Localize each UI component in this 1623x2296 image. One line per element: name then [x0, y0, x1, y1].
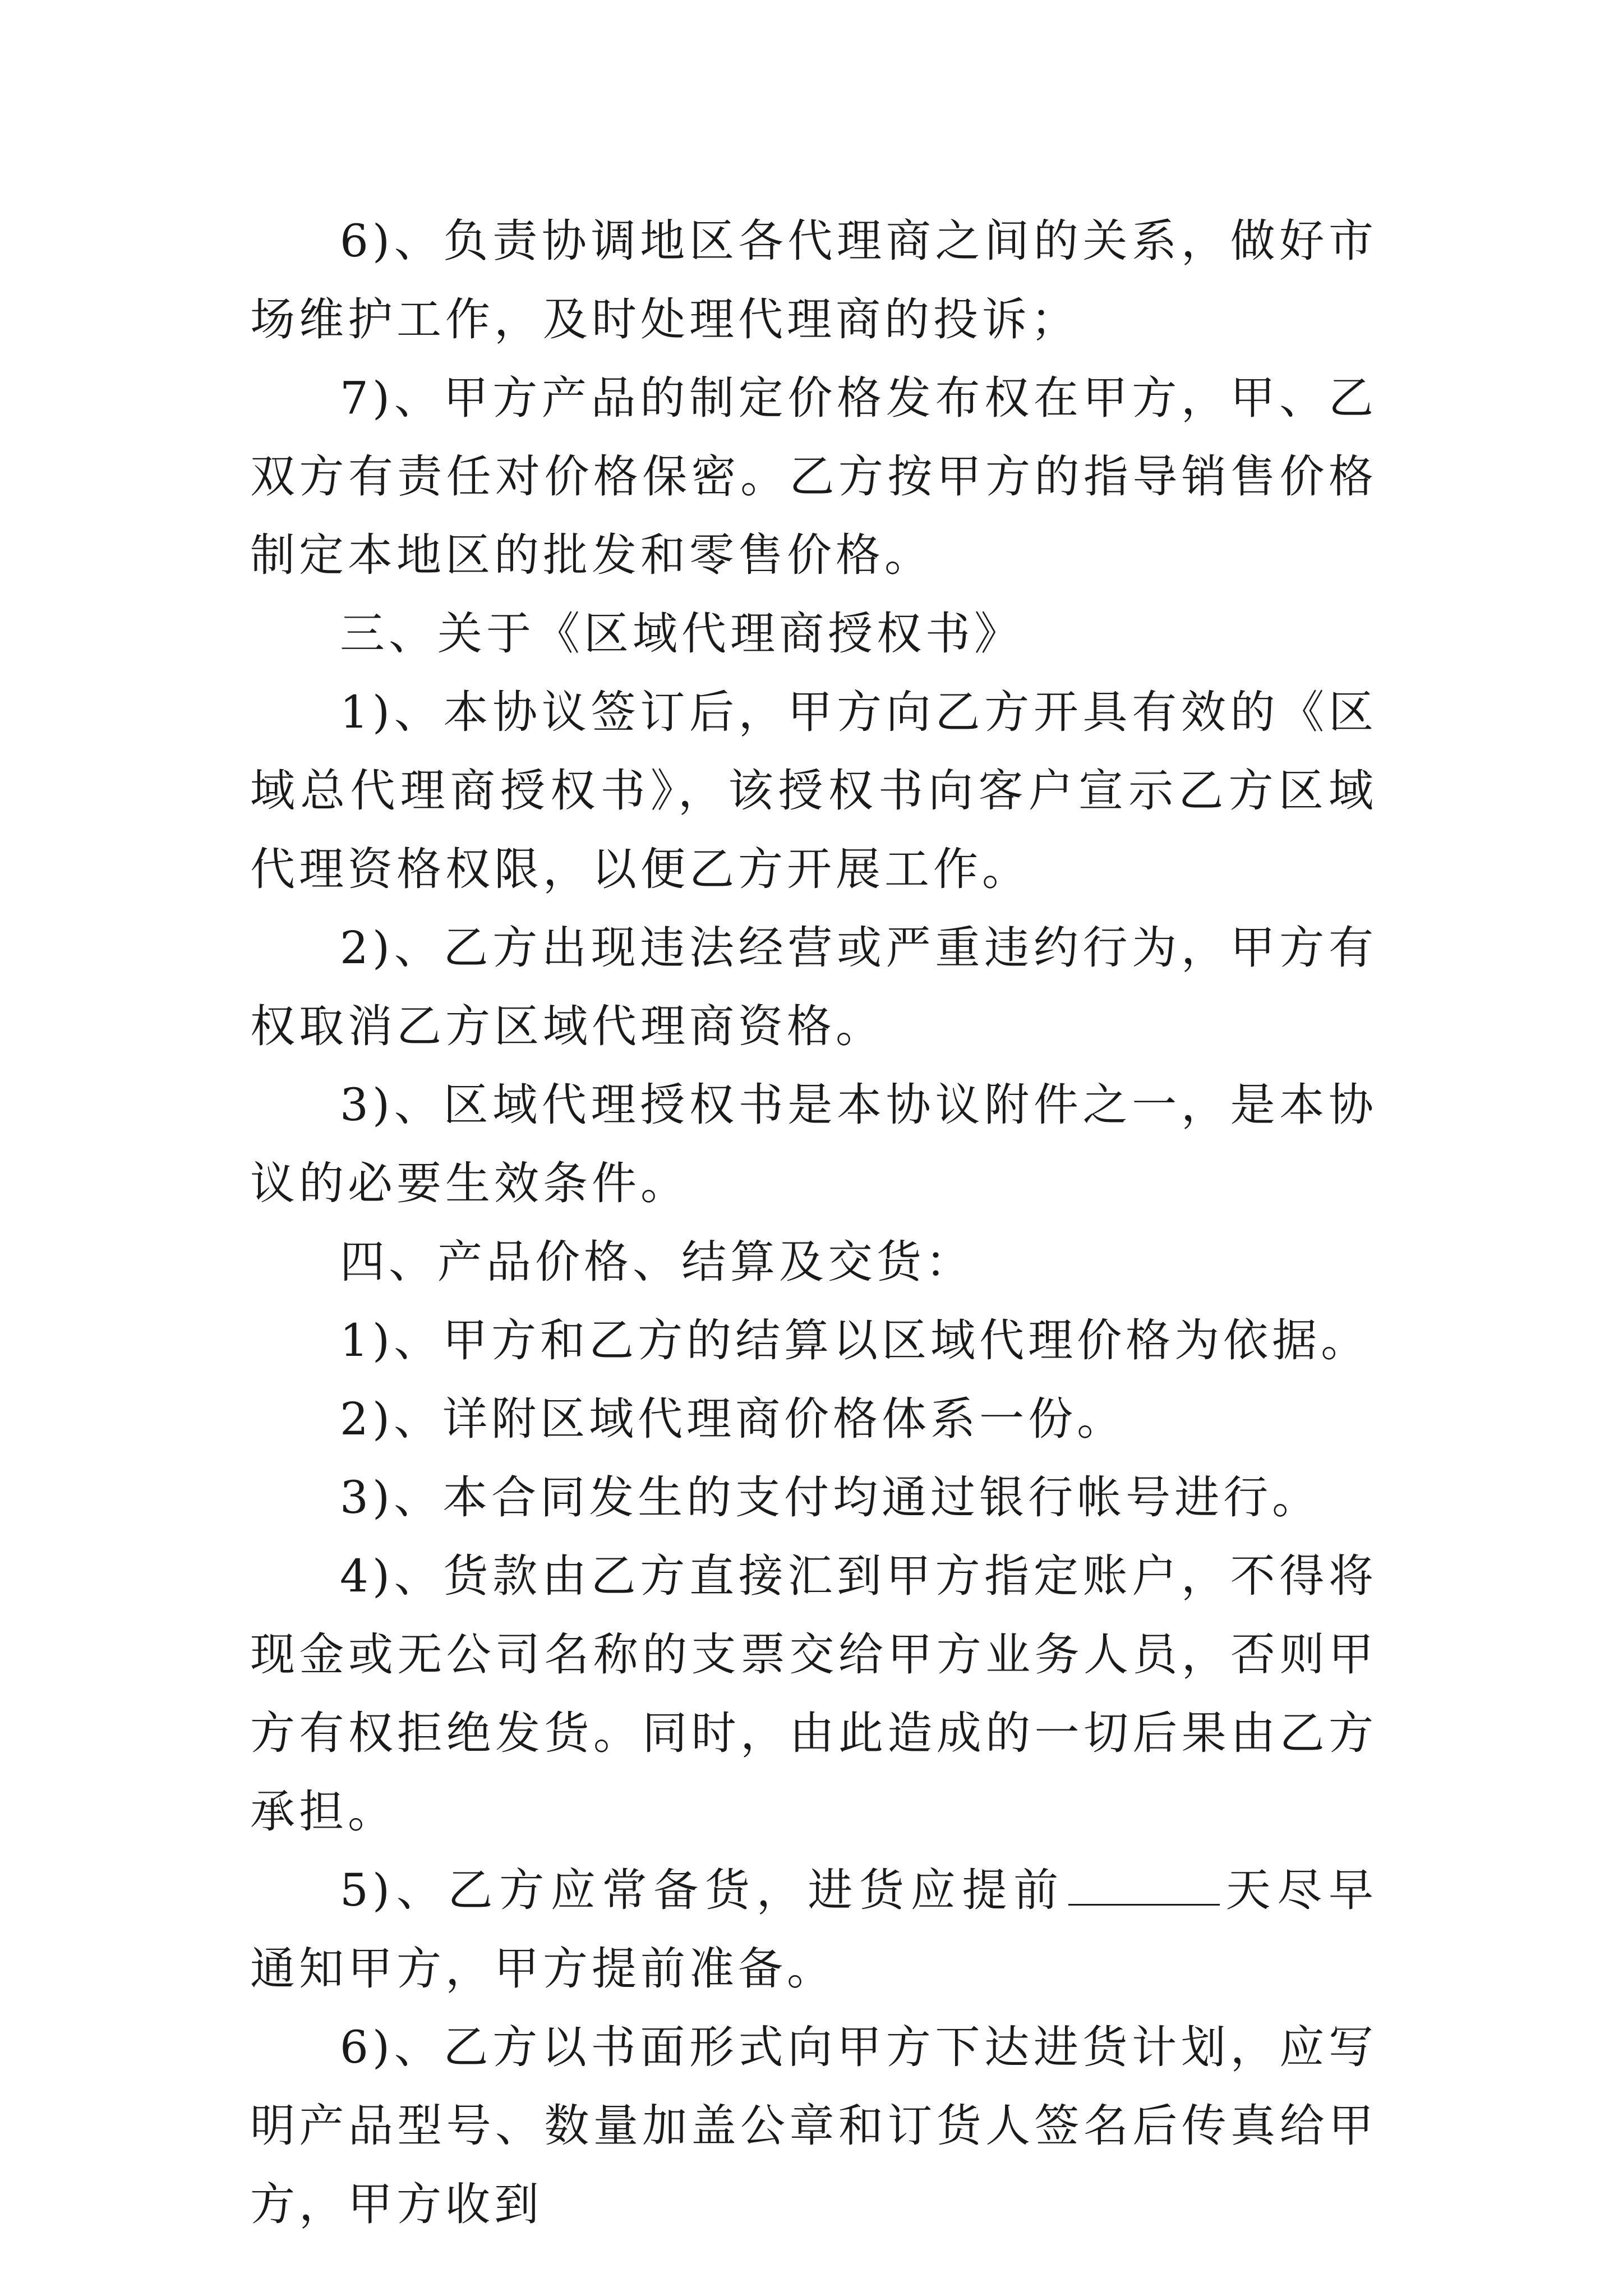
fill-in-blank-days[interactable]: [1068, 1865, 1220, 1906]
section-heading-price-settlement: 四、产品价格、结算及交货：: [340, 1236, 974, 1288]
paragraph-auth-3: 3)、区域代理授权书是本协议附件之一，是本协议的必要生效条件。: [250, 1079, 1377, 1209]
section-heading-authorization: 三、关于《区域代理商授权书》: [340, 608, 1023, 660]
paragraph-auth-2: 2)、乙方出现违法经营或严重违约行为，甲方有权取消乙方区域代理商资格。: [250, 922, 1377, 1052]
paragraph-price-2: 2)、详附区域代理商价格体系一份。: [340, 1393, 1126, 1445]
paragraph-auth-1: 1)、本协议签订后，甲方向乙方开具有效的《区域总代理商授权书》，该授权书向客户宣示乙方区域代理资格权限，以便乙方开展工作。: [250, 686, 1377, 895]
paragraph-price-3: 3)、本合同发生的支付均通过银行帐号进行。: [340, 1471, 1321, 1524]
paragraph-item-6-responsibility: 6)、负责协调地区各代理商之间的关系，做好市场维护工作，及时处理代理商的投诉；: [250, 215, 1377, 346]
paragraph-price-5-before: 5)、乙方应常备货，进货应提前: [340, 1864, 1065, 1916]
paragraph-price-6: 6)、乙方以书面形式向甲方下达进货计划，应写明产品型号、数量加盖公章和订货人签名后传真给甲方，甲方收到: [250, 2021, 1377, 2230]
paragraph-price-4: 4)、货款由乙方直接汇到甲方指定账户，不得将现金或无公司名称的支票交给甲方业务人员，否则甲方有权拒绝发货。同时，由此造成的一切后果由乙方承担。: [250, 1550, 1377, 1838]
paragraph-item-7-pricing: 7)、甲方产品的制定价格发布权在甲方，甲、乙双方有责任对价格保密。乙方按甲方的指导销售价格制定本地区的批发和零售价格。: [250, 372, 1377, 581]
paragraph-price-1: 1)、甲方和乙方的结算以区域代理价格为依据。: [340, 1314, 1370, 1366]
paragraph-price-5-after: 天尽早通知甲方，甲方提前准备。: [250, 1864, 1378, 1995]
document-body: [250, 202, 1377, 2244]
paragraph-price-5: [250, 1851, 1377, 2008]
